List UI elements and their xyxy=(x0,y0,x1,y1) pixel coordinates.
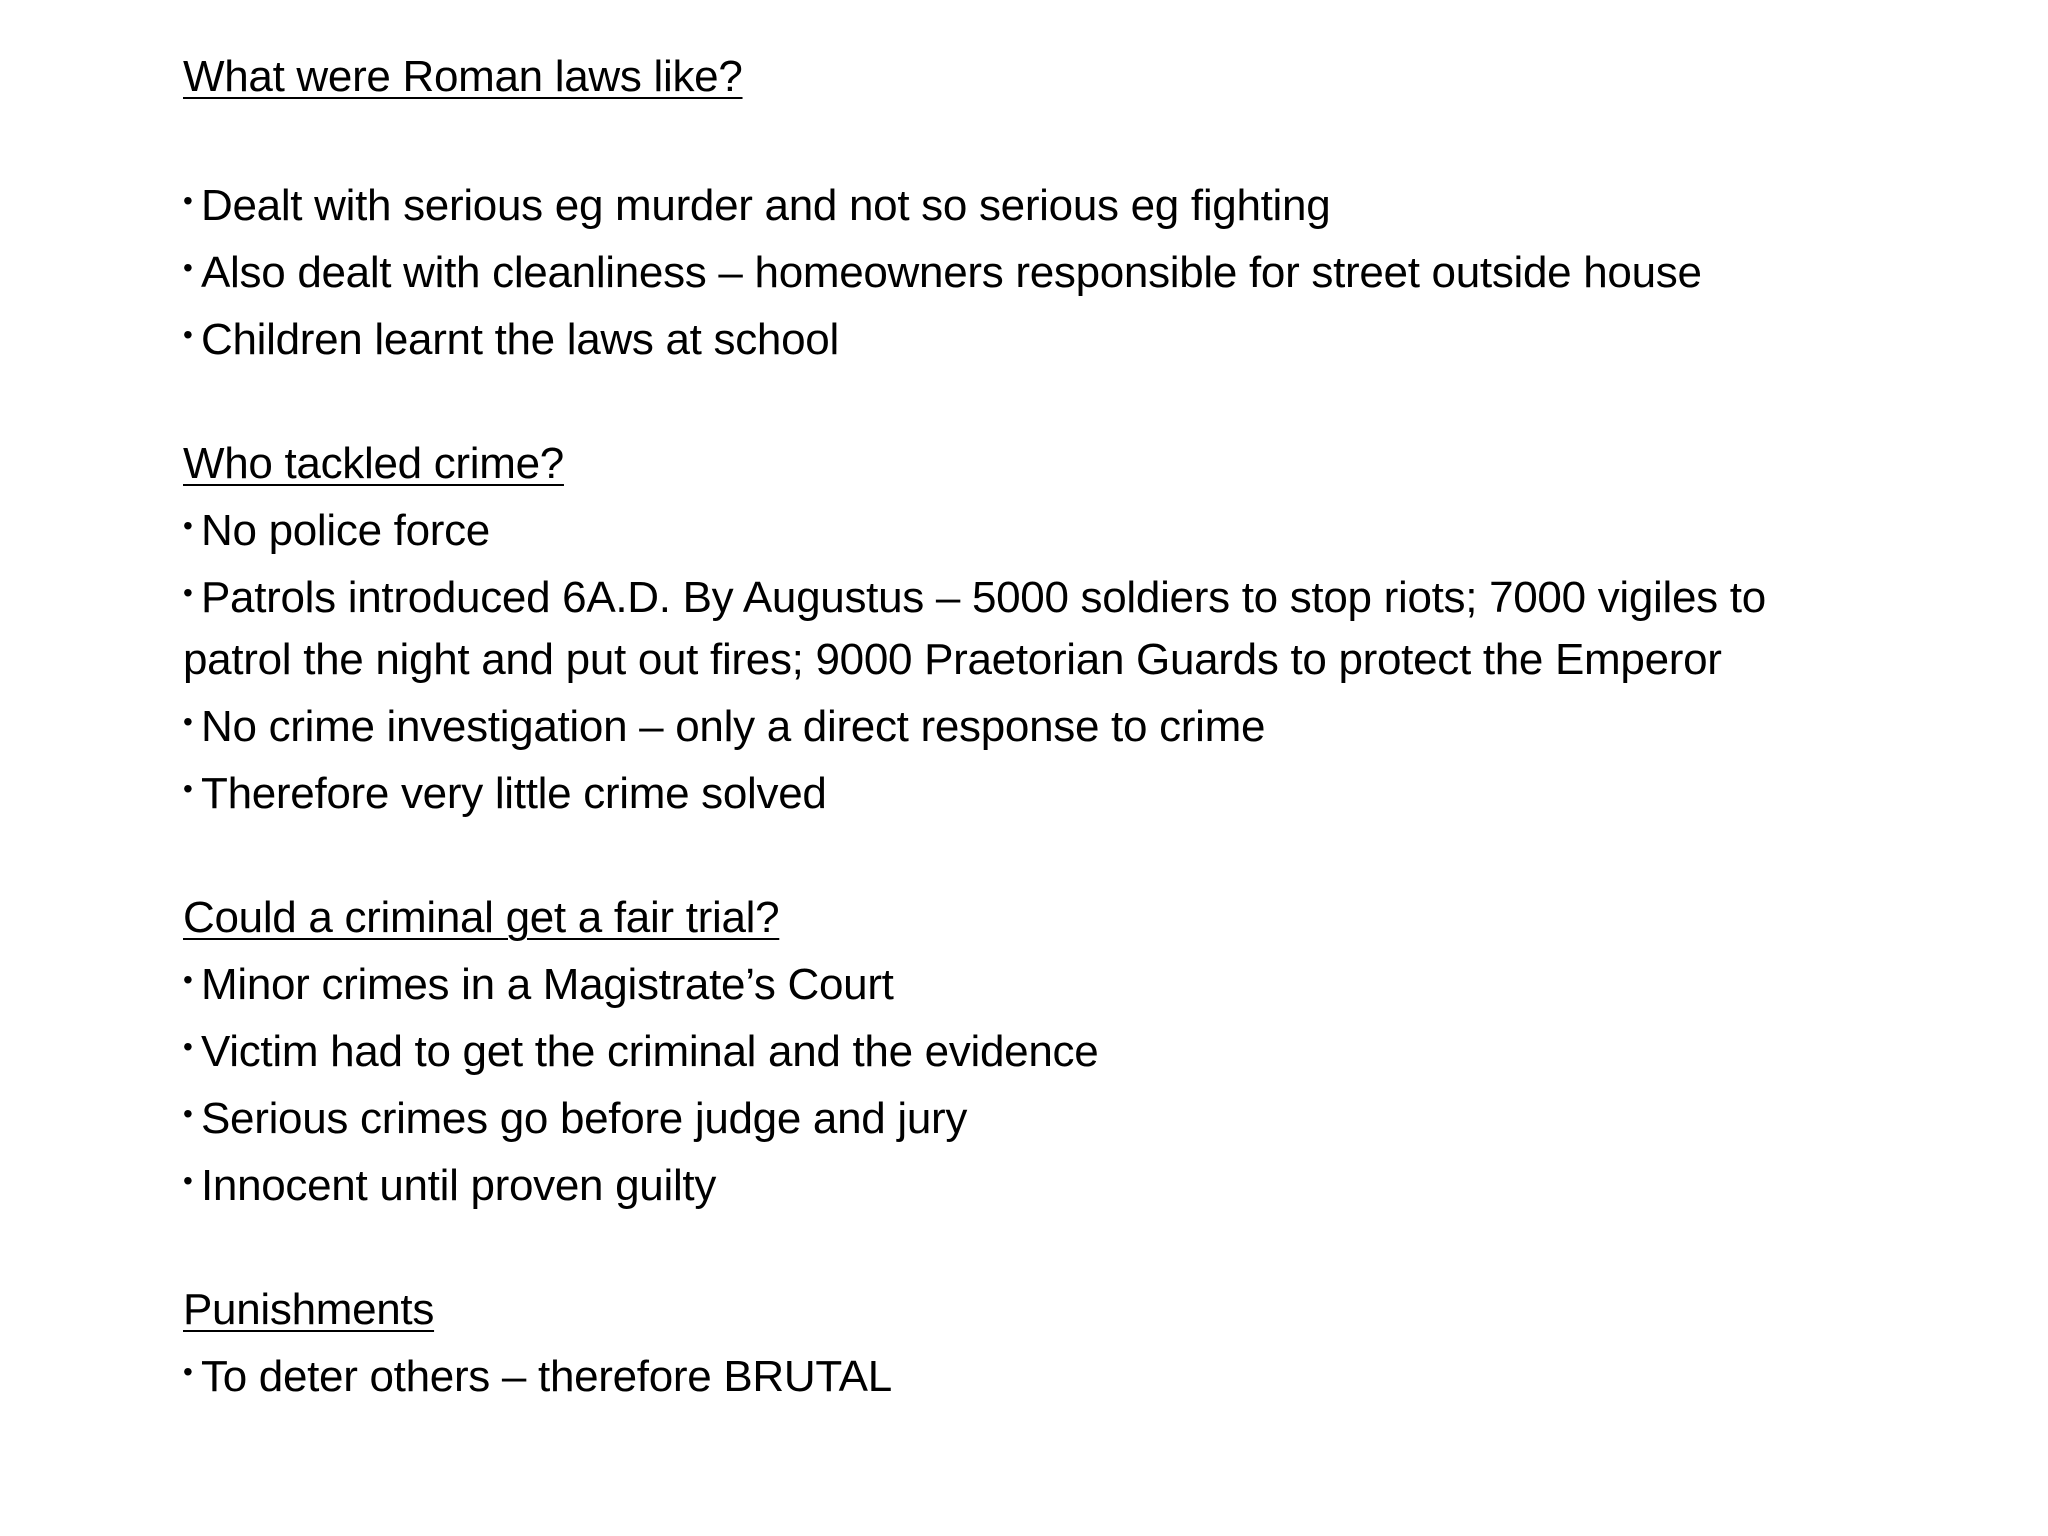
bullet-icon: • xyxy=(183,1356,193,1387)
bullet-item xyxy=(183,304,1883,371)
bullet-item xyxy=(183,691,1883,758)
bullet-icon: • xyxy=(183,319,193,350)
bullet-item xyxy=(183,1083,1883,1150)
bullet-text: Also dealt with cleanliness – homeowners responsible for street outside house xyxy=(201,248,1702,297)
bullet-list xyxy=(183,495,1883,825)
spacer xyxy=(183,108,1883,170)
bullet-item xyxy=(183,1341,1883,1408)
bullet-item xyxy=(183,1150,1883,1217)
section-roman-laws xyxy=(183,46,1883,371)
bullet-list xyxy=(183,170,1883,371)
bullet-text: Children learnt the laws at school xyxy=(201,315,839,364)
bullet-icon: • xyxy=(183,1098,193,1129)
bullet-item xyxy=(183,949,1883,1016)
bullet-item xyxy=(183,562,1883,691)
bullet-list xyxy=(183,1341,1883,1408)
section-who-tackled-crime xyxy=(183,433,1883,825)
bullet-text: Therefore very little crime solved xyxy=(201,769,827,818)
section-heading: Punishments xyxy=(183,1285,435,1334)
bullet-text: Dealt with serious eg murder and not so serious eg fighting xyxy=(201,181,1331,230)
bullet-text: No police force xyxy=(201,506,490,555)
bullet-text: Serious crimes go before judge and jury xyxy=(201,1094,968,1143)
bullet-icon: • xyxy=(183,185,193,216)
section-heading: What were Roman laws like? xyxy=(183,52,743,101)
bullet-icon: • xyxy=(183,706,193,737)
section-heading: Who tackled crime? xyxy=(183,439,564,488)
section-heading: Could a criminal get a fair trial? xyxy=(183,893,780,942)
bullet-icon: • xyxy=(183,577,193,608)
section-punishments xyxy=(183,1279,1883,1408)
bullet-text: Innocent until proven guilty xyxy=(201,1161,717,1210)
bullet-item xyxy=(183,1016,1883,1083)
bullet-text: Victim had to get the criminal and the evidence xyxy=(201,1027,1099,1076)
bullet-icon: • xyxy=(183,1031,193,1062)
bullet-item xyxy=(183,495,1883,562)
bullet-text: Minor crimes in a Magistrate’s Court xyxy=(201,960,894,1009)
bullet-icon: • xyxy=(183,773,193,804)
bullet-icon: • xyxy=(183,510,193,541)
bullet-item xyxy=(183,170,1883,237)
bullet-list xyxy=(183,949,1883,1217)
bullet-text: Patrols introduced 6A.D. By Augustus – 5000 soldiers to stop riots; 7000 vigiles to patrol the night and put out fires; 9000 Praetorian Guards to protect the Emperor xyxy=(183,573,1766,684)
bullet-icon: • xyxy=(183,964,193,995)
bullet-text: No crime investigation – only a direct response to crime xyxy=(201,702,1266,751)
section-fair-trial xyxy=(183,887,1883,1217)
bullet-icon: • xyxy=(183,252,193,283)
bullet-text: To deter others – therefore BRUTAL xyxy=(201,1352,892,1401)
slide-content xyxy=(183,46,1883,1408)
bullet-item xyxy=(183,758,1883,825)
bullet-item xyxy=(183,237,1883,304)
bullet-icon: • xyxy=(183,1165,193,1196)
